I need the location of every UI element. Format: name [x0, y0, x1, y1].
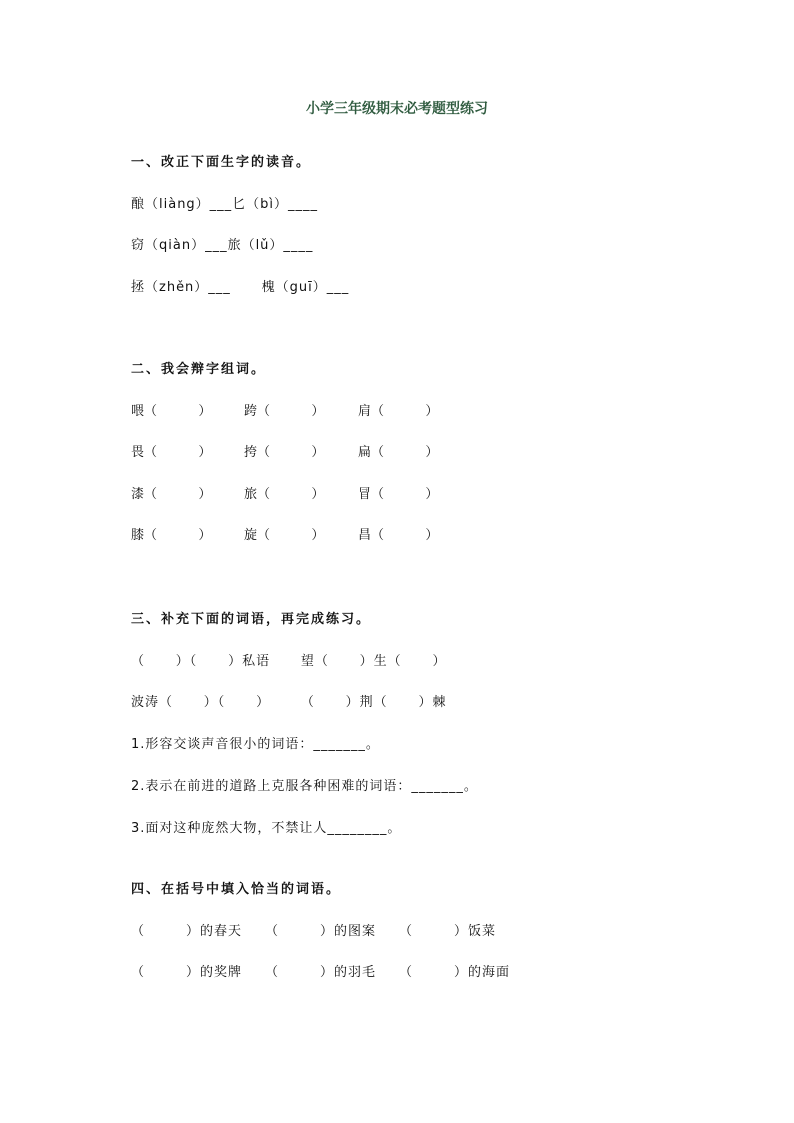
word-group-item: 旅（ ） [244, 487, 325, 502]
word-group-row [131, 400, 491, 418]
word-group-item: 漆（ ） [131, 487, 212, 502]
word-group-item: 肩（ ） [358, 404, 439, 419]
word-group-item: 挎（ ） [244, 445, 325, 460]
section-3-heading: 三、补充下面的词语，再完成练习。 [131, 612, 372, 627]
word-group-item: 跨（ ） [244, 404, 325, 419]
question-line: 1.形容交谈声音很小的词语：_______。 [131, 737, 380, 752]
fill-phrase-item: （ ）饭菜 [399, 924, 497, 939]
word-group-item: 膝（ ） [131, 528, 212, 543]
word-group-item: 旋（ ） [244, 528, 325, 543]
word-group-row [131, 483, 491, 501]
question-line: 3.面对这种庞然大物，不禁让人________。 [131, 821, 402, 836]
section-2-heading: 二、我会辩字组词。 [131, 362, 267, 377]
word-group-row [131, 441, 491, 459]
fill-phrase-row [131, 920, 551, 938]
word-group-item: 扁（ ） [358, 445, 439, 460]
idiom-fill-line: （ ）（ ）私语 望（ ）生（ ） [131, 654, 447, 669]
idiom-fill-line: 波涛（ ）（ ） （ ）荆（ ）棘 [131, 695, 447, 710]
pinyin-correction-line: 拯（zhěn）___ 槐（guī）___ [131, 280, 350, 295]
section-4-heading: 四、在括号中填入恰当的词语。 [131, 882, 342, 897]
fill-phrase-row [131, 961, 551, 979]
fill-phrase-item: （ ）的奖牌 [131, 965, 243, 980]
fill-phrase-item: （ ）的海面 [399, 965, 511, 980]
word-group-row [131, 524, 491, 542]
word-group-item: 冒（ ） [358, 487, 439, 502]
word-group-item: 畏（ ） [131, 445, 212, 460]
word-group-item: 昌（ ） [358, 528, 439, 543]
page-title: 小学三年级期末必考题型练习 [306, 101, 488, 117]
pinyin-correction-line: 窃（qiàn）___旅（lǔ）____ [131, 238, 314, 253]
fill-phrase-item: （ ）的图案 [265, 924, 377, 939]
pinyin-correction-line: 酿（liàng）___匕（bì）____ [131, 197, 319, 212]
fill-phrase-item: （ ）的春天 [131, 924, 243, 939]
word-group-item: 喂（ ） [131, 404, 212, 419]
question-line: 2.表示在前进的道路上克服各种困难的词语：_______。 [131, 779, 478, 794]
fill-phrase-item: （ ）的羽毛 [265, 965, 377, 980]
section-1-heading: 一、改正下面生字的读音。 [131, 155, 312, 170]
